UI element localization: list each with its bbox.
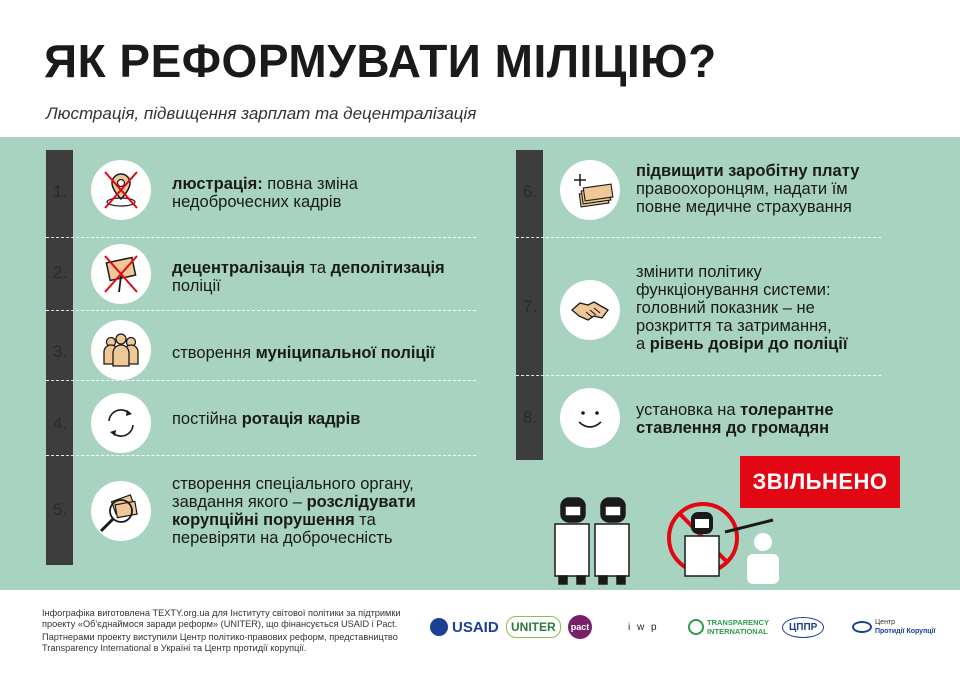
item-text-line: [172, 475, 472, 493]
item-text-line: [636, 317, 896, 335]
item-text-run: створення: [172, 344, 256, 362]
footer-line-1: Інфографіка виготовлена TEXTY.org.ua для Інституту світової політики за підтримки проекту «Об'єднаймося заради реформ» (UNITER), що фінансується USAID і Pact.: [42, 608, 401, 629]
item-text: [172, 259, 482, 295]
item-text-bold: ставлення до громадян: [636, 419, 830, 437]
pact-logo: pact: [568, 612, 592, 642]
item-text-bold: муніципальної поліції: [255, 344, 435, 362]
item-text-line: [636, 263, 896, 281]
iwp-logo: i w p: [628, 621, 659, 633]
item-text-bold: толерантне: [740, 401, 834, 419]
protest-sign-crossed-icon: [91, 244, 151, 304]
item-text-line: [172, 193, 472, 211]
item-text-line: [636, 162, 896, 180]
item-number: 2.: [52, 263, 68, 282]
separator: [46, 237, 476, 238]
officers-illustration: [545, 490, 790, 585]
usaid-logo: USAID: [430, 612, 499, 642]
item-text-line: [172, 175, 472, 193]
separator: [46, 310, 476, 311]
riot-officer-figure: [555, 498, 589, 584]
cppr-logo: ЦППР: [782, 612, 824, 642]
item-text-run: створення спеціального органу,: [172, 475, 414, 493]
rotation-arrows-icon: [91, 393, 151, 453]
item-text-run: повна зміна: [262, 175, 358, 193]
item-text-run: та: [304, 259, 331, 277]
magnifier-money-icon: [91, 481, 151, 541]
item-text-run: та: [354, 511, 376, 529]
item-text-line: [172, 529, 472, 547]
item-number: 4.: [52, 414, 68, 433]
item-text: [172, 410, 482, 428]
item-text-line: [636, 180, 896, 198]
item-text-run: змінити політику: [636, 263, 762, 281]
smile-icon: [560, 388, 620, 448]
usaid-seal-icon: [430, 618, 448, 636]
item-text-bold: рівень довіри до поліції: [649, 335, 848, 353]
item-text-run: повне медичне страхування: [636, 198, 852, 216]
item-text-run: недоброчесних кадрів: [172, 193, 342, 211]
item-text-run: головний показник – не: [636, 299, 815, 317]
item-number: 3.: [52, 342, 68, 361]
separator: [46, 380, 476, 381]
item-text-bold: корупційні порушення: [172, 511, 355, 529]
item-text-run: поліції: [172, 277, 221, 295]
page-title: ЯК РЕФОРМУВАТИ МІЛІЦІЮ?: [44, 35, 717, 87]
page-subtitle: Люстрація, підвищення зарплат та децентралізація: [46, 104, 477, 123]
transparency-international-logo: TRANSPARENCY INTERNATIONAL: [688, 612, 769, 642]
separator: [516, 375, 881, 376]
item-text-line: [172, 511, 472, 529]
item-number: 1.: [52, 182, 68, 201]
item-text-bold: люстрація:: [172, 175, 263, 193]
footer-credits: [42, 608, 412, 654]
item-text-bold: деполітизація: [330, 259, 445, 277]
item-text: [636, 263, 896, 353]
footer-line-2: Партнерами проекту виступили Центр політико-правових реформ, представництво Transparency International в Україні та Центр протидії корупції.: [42, 632, 398, 653]
item-text-bold: децентралізація: [172, 259, 305, 277]
item-text-line: [636, 299, 896, 317]
separator: [46, 455, 476, 456]
ti-circle-icon: [688, 619, 704, 635]
item-text-run: установка на: [636, 401, 741, 419]
item-text-line: [172, 259, 482, 277]
item-text-line: [172, 277, 482, 295]
person-pin-crossed-icon: [91, 160, 151, 220]
item-text-line: [636, 281, 896, 299]
item-text-run: постійна: [172, 410, 242, 428]
item-text-line: [172, 410, 482, 428]
item-text-line: [636, 335, 896, 353]
item-text: [172, 475, 472, 547]
item-text: [172, 344, 482, 362]
item-text-run: завдання якого –: [172, 493, 307, 511]
item-text-bold: розслідувати: [306, 493, 416, 511]
handshake-icon: [560, 280, 620, 340]
separator: [516, 237, 881, 238]
item-text-run: а: [636, 335, 650, 353]
item-text-run: перевіряти на доброчесність: [172, 529, 393, 547]
item-text: [636, 162, 896, 216]
item-text-line: [636, 419, 896, 437]
item-text-line: [636, 198, 896, 216]
item-text-line: [172, 344, 482, 362]
uniter-logo: UNITER: [506, 612, 561, 642]
money-plus-icon: [560, 160, 620, 220]
item-text: [636, 401, 896, 437]
item-number: 6.: [522, 182, 538, 201]
item-text-run: правоохоронцям, надати їм: [636, 180, 848, 198]
riot-officer-figure: [595, 498, 629, 584]
item-text-run: функціонування системи:: [636, 281, 831, 299]
civilian-figure: [747, 533, 779, 584]
item-number: 7.: [522, 297, 538, 316]
item-text-line: [172, 493, 472, 511]
eye-icon: [852, 621, 872, 633]
item-text-bold: ротація кадрів: [241, 410, 361, 428]
item-number: 5.: [52, 500, 68, 519]
antac-logo: Центр Протидії Корупції: [852, 612, 936, 642]
item-text: [172, 175, 472, 211]
item-text-line: [636, 401, 896, 419]
item-number: 8.: [522, 408, 538, 427]
item-text-run: розкриття та затримання,: [636, 317, 832, 335]
item-text-bold: підвищити заробітну плату: [636, 162, 860, 180]
people-group-icon: [91, 320, 151, 380]
fired-badge: ЗВІЛЬНЕНО: [740, 456, 900, 508]
